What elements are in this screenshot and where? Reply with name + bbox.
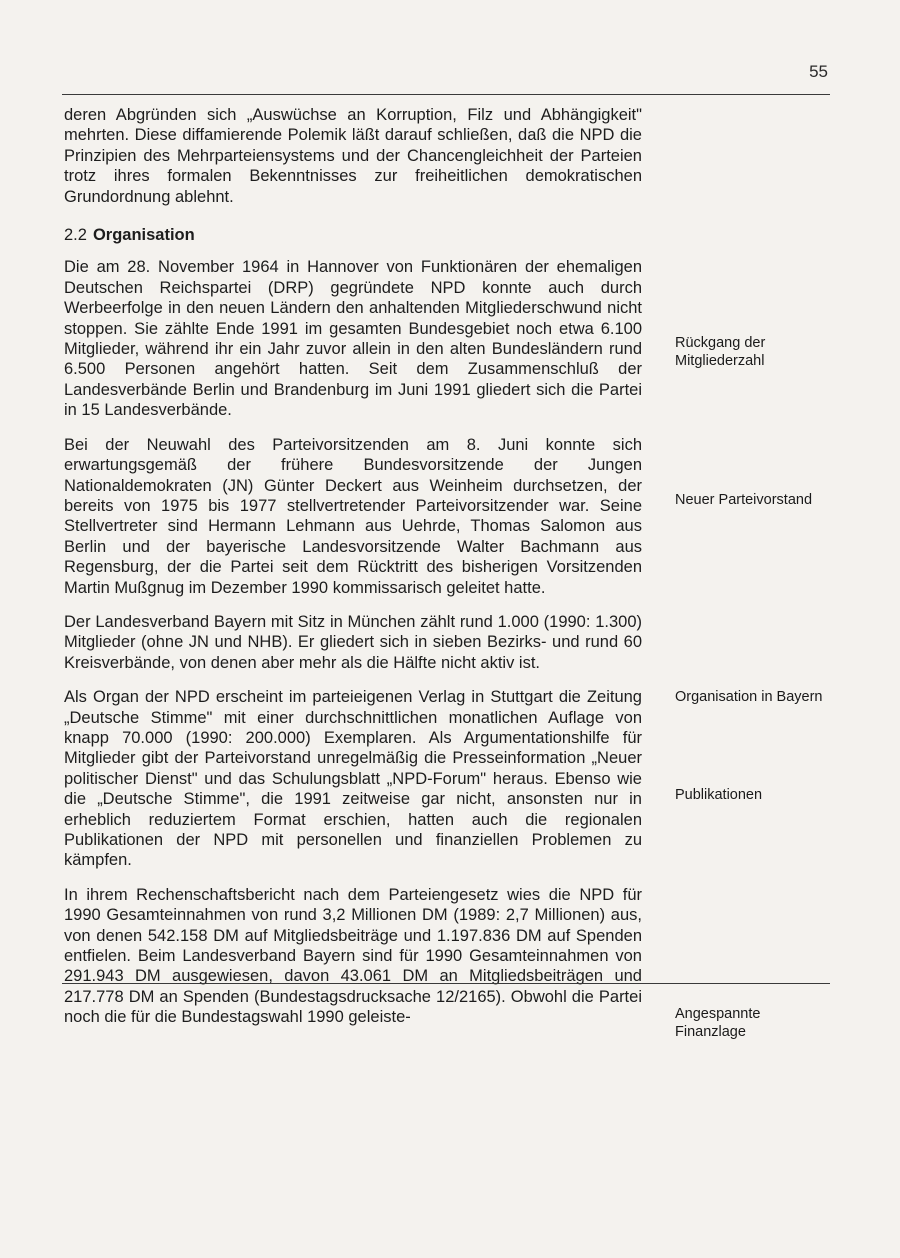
margin-note-finances: Angespannte Finanzlage bbox=[675, 1006, 761, 1040]
paragraph-publications: Als Organ der NPD erscheint im parteieigenen Verlag in Stuttgart die Zeitung „Deutsche Stimme" mit einer durchschnittlichen monatlichen Auflage von knapp 70.000 (1990: 200.000) Exemplaren. Als Argumentationshilfe für Mitglieder gibt der Parteivorstand unregelmäßig die Presseinformation „Neuer politischer Dienst" und das Schulungsblatt „NPD-Forum" heraus. Ebenso wie die „Deutsche Stimme", die 1991 zeitweise gar nicht, ansonsten nur in erheblich reduziertem Format erschien, hatten auch die regionalen Publikationen der NPD mit personellen und finanziellen Problemen zu kämpfen. bbox=[64, 688, 642, 870]
footer-rule bbox=[62, 983, 830, 984]
section-title: Organisation bbox=[92, 226, 195, 245]
margin-note-membership: Rückgang der Mitgliederzahl bbox=[675, 335, 766, 369]
margin-note-leadership: Neuer Parteivorstand bbox=[675, 492, 813, 508]
intro-paragraph: deren Abgründen sich „Auswüchse an Korruption, Filz und Abhängigkeit" mehrten. Diese diffamierende Polemik läßt darauf schließen, daß die NPD die Prinzipien des Mehrparteiensystems und der Chancengleichheit der Parteien trotz ihres formalen Bekenntnisses zur freiheitlichen demokratischen Grundordnung ablehnt. bbox=[64, 106, 642, 206]
section-heading bbox=[64, 225, 642, 245]
main-text-column bbox=[64, 105, 642, 1028]
paragraph-bavaria: Der Landesverband Bayern mit Sitz in München zählt rund 1.000 (1990: 1.300) Mitglieder (ohne JN und NHB). Er gliedert sich in sieben Bezirks- und rund 60 Kreisverbände, von denen aber mehr als die Hälfte nicht aktiv ist. bbox=[64, 612, 642, 672]
paragraph-membership: Die am 28. November 1964 in Hannover von Funktionären der ehemaligen Deutschen Reichspartei (DRP) gegründete NPD konnte auch durch Werbeerfolge in den neuen Ländern den anhaltenden Mitgliederschwund nicht stoppen. Sie zählte Ende 1991 im gesamten Bundesgebiet noch etwa 6.100 Mitglieder, während ihr ein Jahr zuvor allein in den alten Bundesländern rund 6.500 Personen angehört hatten. Seit dem Zusammenschluß der Landesverbände Berlin und Brandenburg im Juni 1991 gliedert sich die Partei in 15 Landesverbände. bbox=[64, 258, 642, 420]
section-number: 2.2 bbox=[64, 226, 87, 245]
margin-note-bavaria: Organisation in Bayern bbox=[675, 689, 823, 705]
page-number: 55 bbox=[809, 62, 828, 81]
header-rule bbox=[62, 94, 830, 95]
margin-note-publications: Publikationen bbox=[675, 787, 763, 803]
paragraph-leadership: Bei der Neuwahl des Parteivorsitzenden am 8. Juni konnte sich erwartungsgemäß der frühere Bundesvorsitzende der Jungen Nationaldemokraten (JN) Günter Deckert aus Weinheim durchsetzen, der bereits von 1975 bis 1977 stellvertretender Parteivorsitzender war. Seine Stellvertreter sind Hermann Lehmann aus Uehrde, Thomas Salomon aus Berlin und der bayerische Landesvorsitzende Walter Bachmann aus Regensburg, der die Partei seit dem Rücktritt des bisherigen Vorsitzenden Martin Mußgnug im Dezember 1990 kommissarisch geleitet hatte. bbox=[64, 435, 642, 597]
paragraph-finances: In ihrem Rechenschaftsbericht nach dem Parteiengesetz wies die NPD für 1990 Gesamteinnahmen von rund 3,2 Millionen DM (1989: 2,7 Millionen) aus, von denen 542.158 DM auf Mitgliedsbeiträge und 1.197.836 DM auf Spenden entfielen. Beim Landesverband Bayern sind für 1990 Gesamteinnahmen von 291.943 DM ausgewiesen, davon 43.061 DM an Mitgliedsbeiträgen und 217.778 DM an Spenden (Bundestagsdrucksache 12/2165). Obwohl die Partei noch die für die Bundestagswahl 1990 geleiste- bbox=[64, 885, 642, 1027]
